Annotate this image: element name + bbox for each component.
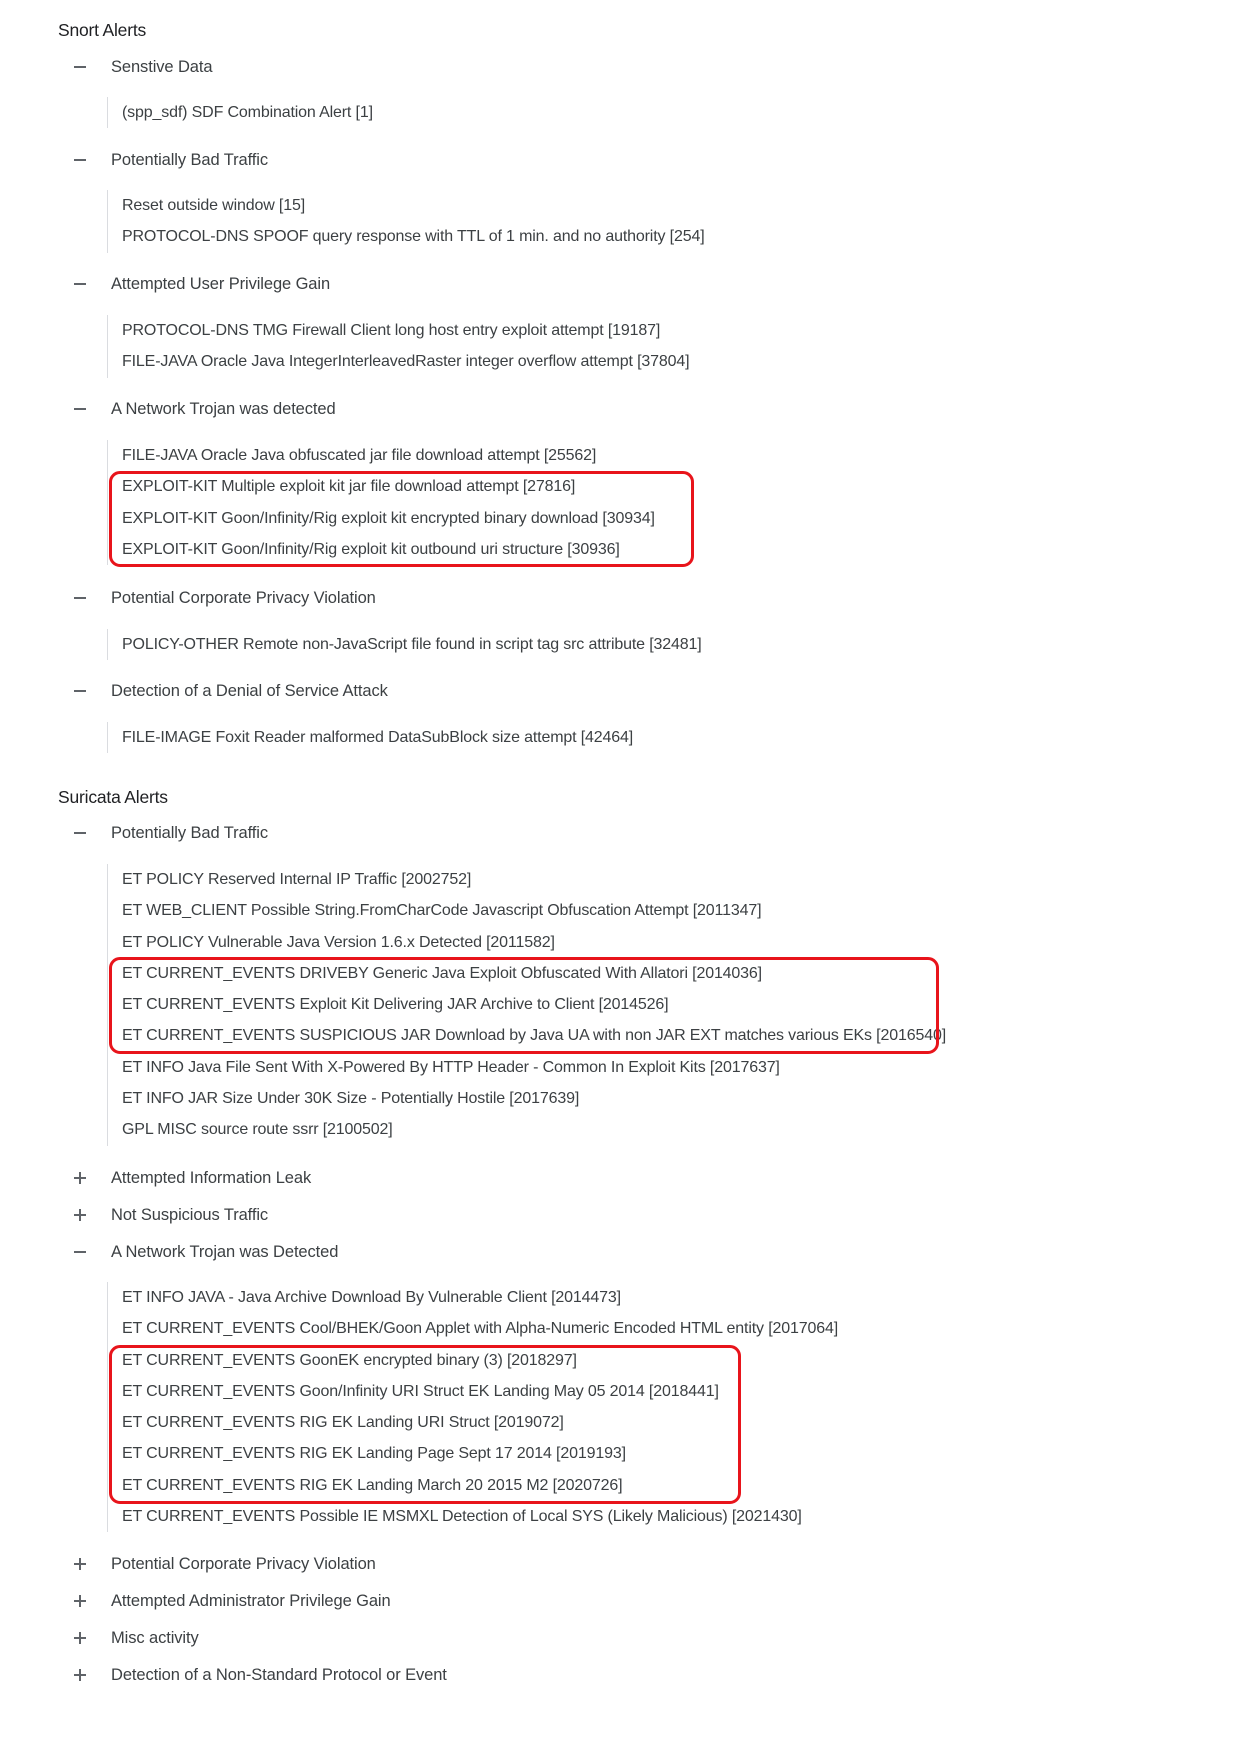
category-snort-attempted-user-privilege-gain[interactable]: [68, 270, 330, 298]
alert-item: ET CURRENT_EVENTS Goon/Infinity URI Struct EK Landing May 05 2014 [2018441]: [122, 1382, 719, 1400]
category-snort-network-trojan[interactable]: [68, 395, 336, 423]
category-suricata-potentially-bad-traffic[interactable]: [68, 819, 268, 847]
alert-item: GPL MISC source route ssrr [2100502]: [122, 1121, 393, 1139]
alert-item: ET CURRENT_EVENTS RIG EK Landing Page Sept 17 2014 [2019193]: [122, 1445, 626, 1463]
plus-icon[interactable]: [68, 1552, 92, 1576]
category-label: Not Suspicious Traffic: [111, 1206, 269, 1224]
category-snort-potentially-bad-traffic[interactable]: [68, 146, 268, 174]
category-suricata-not-suspicious-traffic[interactable]: [68, 1201, 268, 1229]
alert-item: PROTOCOL-DNS TMG Firewall Client long host entry exploit attempt [19187]: [122, 322, 661, 339]
minus-icon[interactable]: [68, 55, 92, 79]
plus-icon[interactable]: [68, 1663, 92, 1687]
minus-icon[interactable]: [68, 272, 92, 296]
alert-item: ET CURRENT_EVENTS Cool/BHEK/Goon Applet with Alpha-Numeric Encoded HTML entity [2017064]: [122, 1320, 839, 1338]
category-label: Potentially Bad Traffic: [111, 151, 268, 169]
section-title-snort: Snort Alerts: [58, 20, 147, 40]
alert-item: FILE-JAVA Oracle Java IntegerInterleavedRaster integer overflow attempt [37804]: [122, 353, 690, 371]
alert-item: ET CURRENT_EVENTS RIG EK Landing URI Struct [2019072]: [122, 1414, 564, 1432]
alert-item: ET POLICY Vulnerable Java Version 1.6.x Detected [2011582]: [122, 933, 555, 951]
category-snort-sensitive-data[interactable]: [68, 53, 212, 81]
minus-icon[interactable]: [68, 679, 92, 703]
section-title-suricata: Suricata Alerts: [58, 787, 168, 807]
alert-list: [107, 722, 633, 753]
category-snort-denial-of-service[interactable]: [68, 677, 388, 705]
alert-list: [107, 629, 702, 660]
alert-item: ET INFO JAVA - Java Archive Download By Vulnerable Client [2014473]: [122, 1289, 621, 1306]
category-label: A Network Trojan was detected: [111, 400, 336, 418]
category-snort-corporate-privacy-violation[interactable]: [68, 584, 376, 612]
category-label: Potential Corporate Privacy Violation: [111, 1555, 376, 1573]
plus-icon[interactable]: [68, 1626, 92, 1650]
alert-list: [107, 315, 689, 378]
category-suricata-attempted-information-leak[interactable]: [68, 1164, 311, 1192]
plus-icon[interactable]: [68, 1166, 92, 1190]
alert-item: POLICY-OTHER Remote non-JavaScript file found in script tag src attribute [32481]: [122, 636, 702, 653]
minus-icon[interactable]: [68, 397, 92, 421]
alert-item: ET CURRENT_EVENTS DRIVEBY Generic Java Exploit Obfuscated With Allatori [2014036]: [122, 964, 762, 982]
category-suricata-admin-privilege-gain[interactable]: [68, 1587, 391, 1615]
category-label: Potentially Bad Traffic: [111, 824, 268, 842]
alert-item: ET WEB_CLIENT Possible String.FromCharCode Javascript Obfuscation Attempt [2011347]: [122, 902, 762, 920]
plus-icon[interactable]: [68, 1589, 92, 1613]
alert-item: (spp_sdf) SDF Combination Alert [1]: [122, 104, 373, 121]
alert-list: [107, 97, 373, 128]
alert-item: FILE-JAVA Oracle Java obfuscated jar file download attempt [25562]: [122, 447, 597, 464]
alert-item: EXPLOIT-KIT Goon/Infinity/Rig exploit kit encrypted binary download [30934]: [122, 509, 655, 527]
alert-list: [107, 1282, 838, 1532]
category-label: Misc activity: [111, 1629, 199, 1647]
alert-list: [107, 440, 655, 565]
alert-item: FILE-IMAGE Foxit Reader malformed DataSubBlock size attempt [42464]: [122, 729, 634, 746]
alert-list: [107, 190, 705, 253]
minus-icon[interactable]: [68, 148, 92, 172]
category-label: Potential Corporate Privacy Violation: [111, 589, 376, 607]
alert-item: EXPLOIT-KIT Goon/Infinity/Rig exploit kit outbound uri structure [30936]: [122, 540, 620, 558]
category-label: Senstive Data: [111, 58, 213, 76]
alert-item: ET INFO Java File Sent With X-Powered By HTTP Header - Common In Exploit Kits [2017637]: [122, 1058, 780, 1076]
alert-item: ET CURRENT_EVENTS RIG EK Landing March 20 2015 M2 [2020726]: [122, 1476, 623, 1494]
plus-icon[interactable]: [68, 1203, 92, 1227]
alert-item: ET CURRENT_EVENTS Possible IE MSMXL Detection of Local SYS (Likely Malicious) [2021430]: [122, 1508, 802, 1526]
alert-item: Reset outside window [15]: [122, 197, 306, 214]
category-label: Detection of a Denial of Service Attack: [111, 682, 388, 700]
alert-item: ET CURRENT_EVENTS Exploit Kit Delivering JAR Archive to Client [2014526]: [122, 996, 669, 1014]
category-suricata-network-trojan[interactable]: [68, 1238, 338, 1266]
category-label: Attempted Administrator Privilege Gain: [111, 1592, 391, 1610]
alert-item: ET INFO JAR Size Under 30K Size - Potentially Hostile [2017639]: [122, 1090, 580, 1108]
category-label: Detection of a Non-Standard Protocol or Event: [111, 1666, 447, 1684]
minus-icon[interactable]: [68, 586, 92, 610]
minus-icon[interactable]: [68, 1240, 92, 1264]
alert-item: PROTOCOL-DNS SPOOF query response with TTL of 1 min. and no authority [254]: [122, 228, 705, 246]
category-suricata-corporate-privacy-violation[interactable]: [68, 1550, 376, 1578]
category-suricata-misc-activity[interactable]: [68, 1624, 199, 1652]
category-label: Attempted User Privilege Gain: [111, 275, 331, 293]
alert-item: ET POLICY Reserved Internal IP Traffic [2002752]: [122, 871, 472, 888]
alert-item: ET CURRENT_EVENTS SUSPICIOUS JAR Download by Java UA with non JAR EXT matches various EKs [2016540]: [122, 1027, 947, 1045]
alert-list: [107, 864, 946, 1146]
minus-icon[interactable]: [68, 821, 92, 845]
category-label: A Network Trojan was Detected: [111, 1243, 339, 1261]
alert-item: EXPLOIT-KIT Multiple exploit kit jar file download attempt [27816]: [122, 478, 576, 496]
category-label: Attempted Information Leak: [111, 1169, 312, 1187]
alert-item: ET CURRENT_EVENTS GoonEK encrypted binary (3) [2018297]: [122, 1351, 577, 1369]
category-suricata-non-standard-protocol[interactable]: [68, 1661, 447, 1689]
